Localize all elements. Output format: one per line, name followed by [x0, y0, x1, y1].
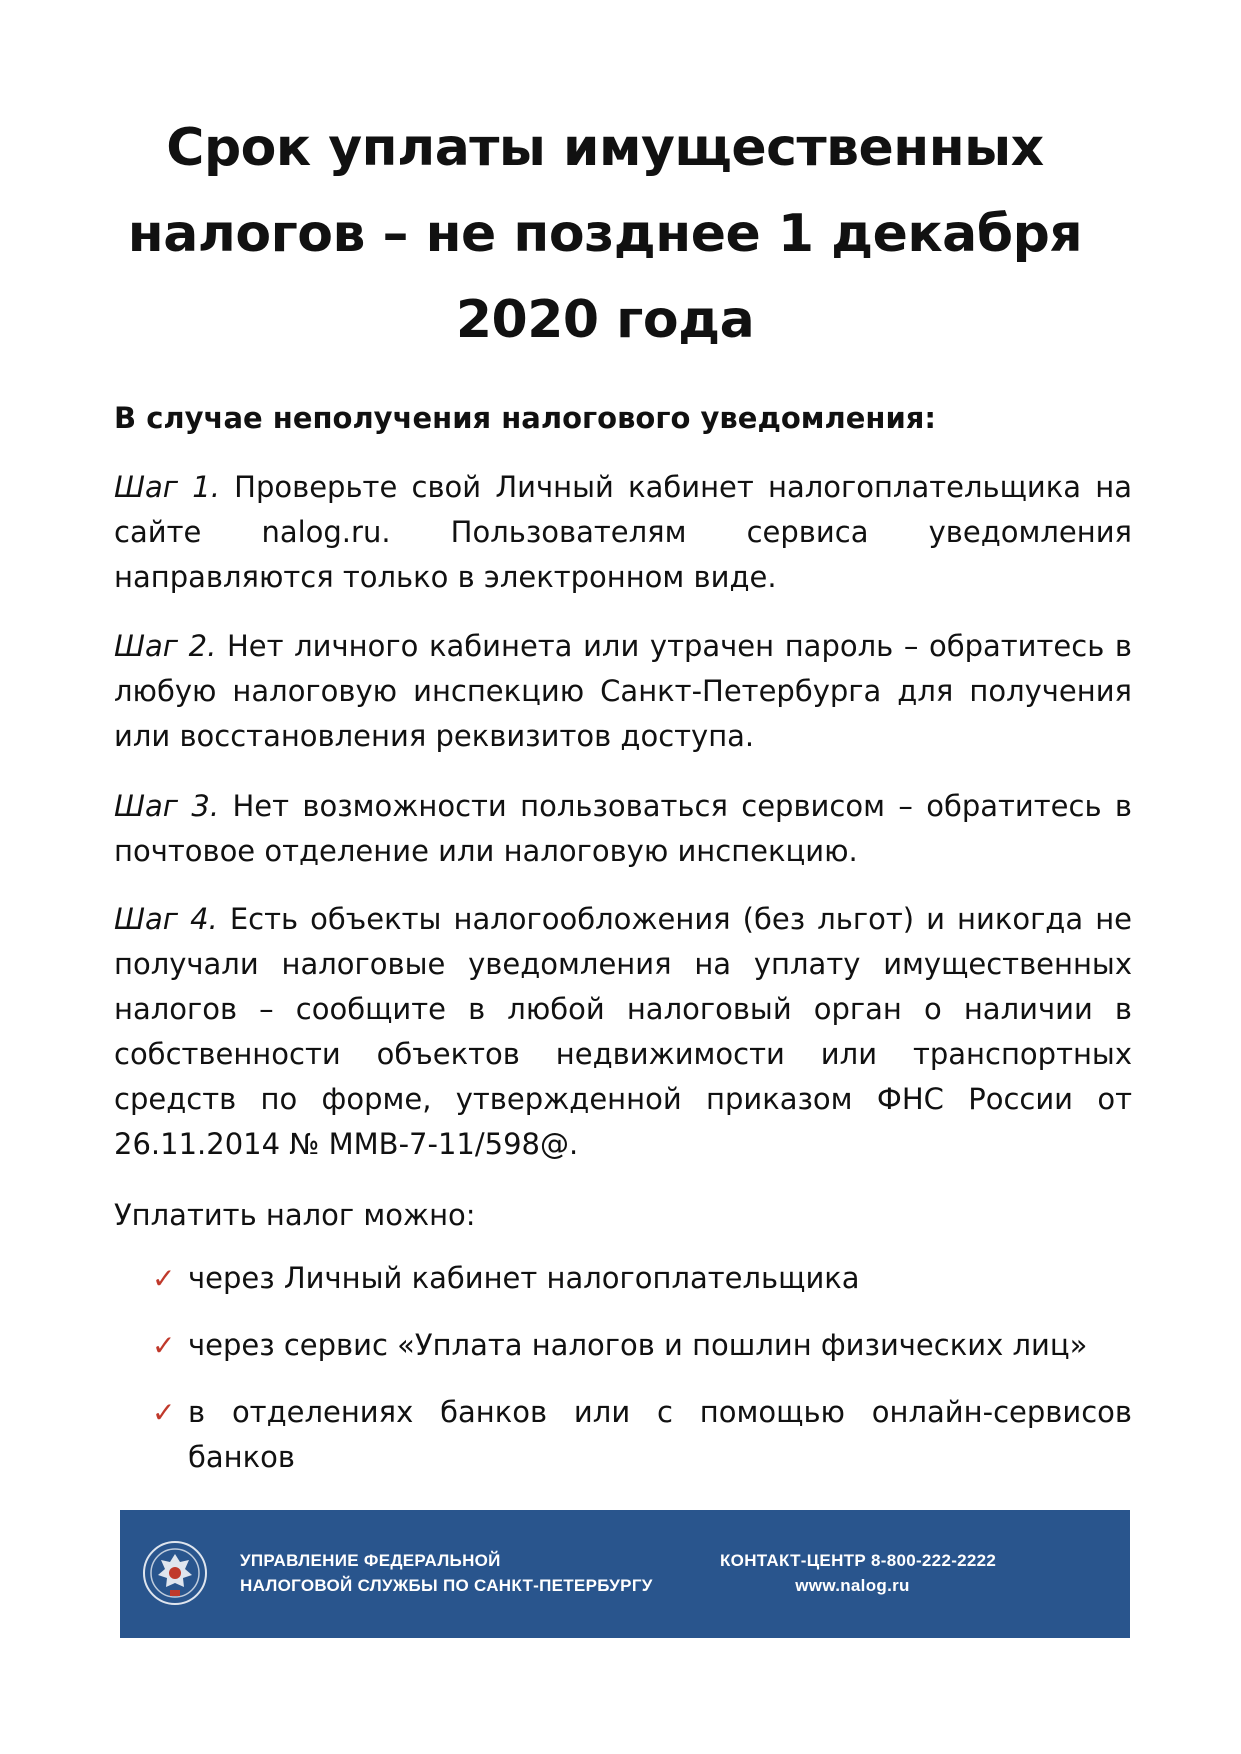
footer-banner	[120, 1510, 1130, 1638]
footer-contacts	[720, 1548, 997, 1598]
title-line-3: 2020 года	[455, 290, 755, 350]
payment-options-list	[150, 1256, 1132, 1502]
list-item	[150, 1323, 1132, 1368]
step-1-label: Шаг 1.	[114, 470, 220, 504]
payment-option-2: через сервис «Уплата налогов и пошлин физических лиц»	[188, 1328, 1088, 1362]
step-2-text: Нет личного кабинета или утрачен пароль – обратитесь в любую налоговую инспекцию Санкт-Петербурга для получения или восстановления реквизитов доступа.	[114, 629, 1133, 753]
footer-org-line-2: НАЛОГОВОЙ СЛУЖБЫ ПО САНКТ-ПЕТЕРБУРГУ	[240, 1576, 653, 1595]
check-icon: ✓	[152, 1329, 176, 1362]
step-4-paragraph	[114, 897, 1132, 1167]
step-3-paragraph	[114, 784, 1132, 874]
title-line-2: налогов – не позднее 1 декабря	[127, 204, 1083, 264]
footer-organization	[240, 1548, 653, 1598]
list-item	[150, 1256, 1132, 1301]
payment-intro: Уплатить налог можно:	[114, 1198, 476, 1232]
step-2-label: Шаг 2.	[114, 629, 217, 663]
footer-org-line-1: УПРАВЛЕНИЕ ФЕДЕРАЛЬНОЙ	[240, 1551, 501, 1570]
step-4-label: Шаг 4.	[114, 902, 218, 936]
page-title	[100, 105, 1110, 363]
contact-center-phone: КОНТАКТ-ЦЕНТР 8-800-222-2222	[720, 1551, 997, 1570]
step-4-text: Есть объекты налогообложения (без льгот) и никогда не получали налоговые уведомления на уплату имущественных налогов – сообщите в любой налоговый орган о наличии в собственности объектов недвижимости или транспортных средств по форме, утвержденной приказом ФНС России от 26.11.2014 № ММВ-7-11/598@.	[114, 902, 1133, 1161]
fns-emblem-icon	[142, 1540, 208, 1606]
step-3-text: Нет возможности пользоваться сервисом – обратитесь в почтовое отделение или налоговую инспекцию.	[114, 789, 1133, 868]
check-icon: ✓	[152, 1396, 176, 1429]
list-item	[150, 1390, 1132, 1480]
payment-option-1: через Личный кабинет налогоплательщика	[188, 1261, 860, 1295]
title-line-1: Срок уплаты имущественных	[166, 118, 1044, 178]
payment-option-3: в отделениях банков или с помощью онлайн-сервисов банков	[188, 1395, 1132, 1474]
step-2-paragraph	[114, 624, 1132, 759]
step-1-paragraph	[114, 465, 1132, 600]
section-subheading: В случае неполучения налогового уведомления:	[114, 401, 936, 435]
check-icon: ✓	[152, 1262, 176, 1295]
step-1-text: Проверьте свой Личный кабинет налогоплательщика на сайте nalog.ru. Пользователям сервиса уведомления направляются только в электронном виде.	[114, 470, 1133, 594]
step-3-label: Шаг 3.	[114, 789, 220, 823]
website-link[interactable]: www.nalog.ru	[795, 1576, 910, 1595]
